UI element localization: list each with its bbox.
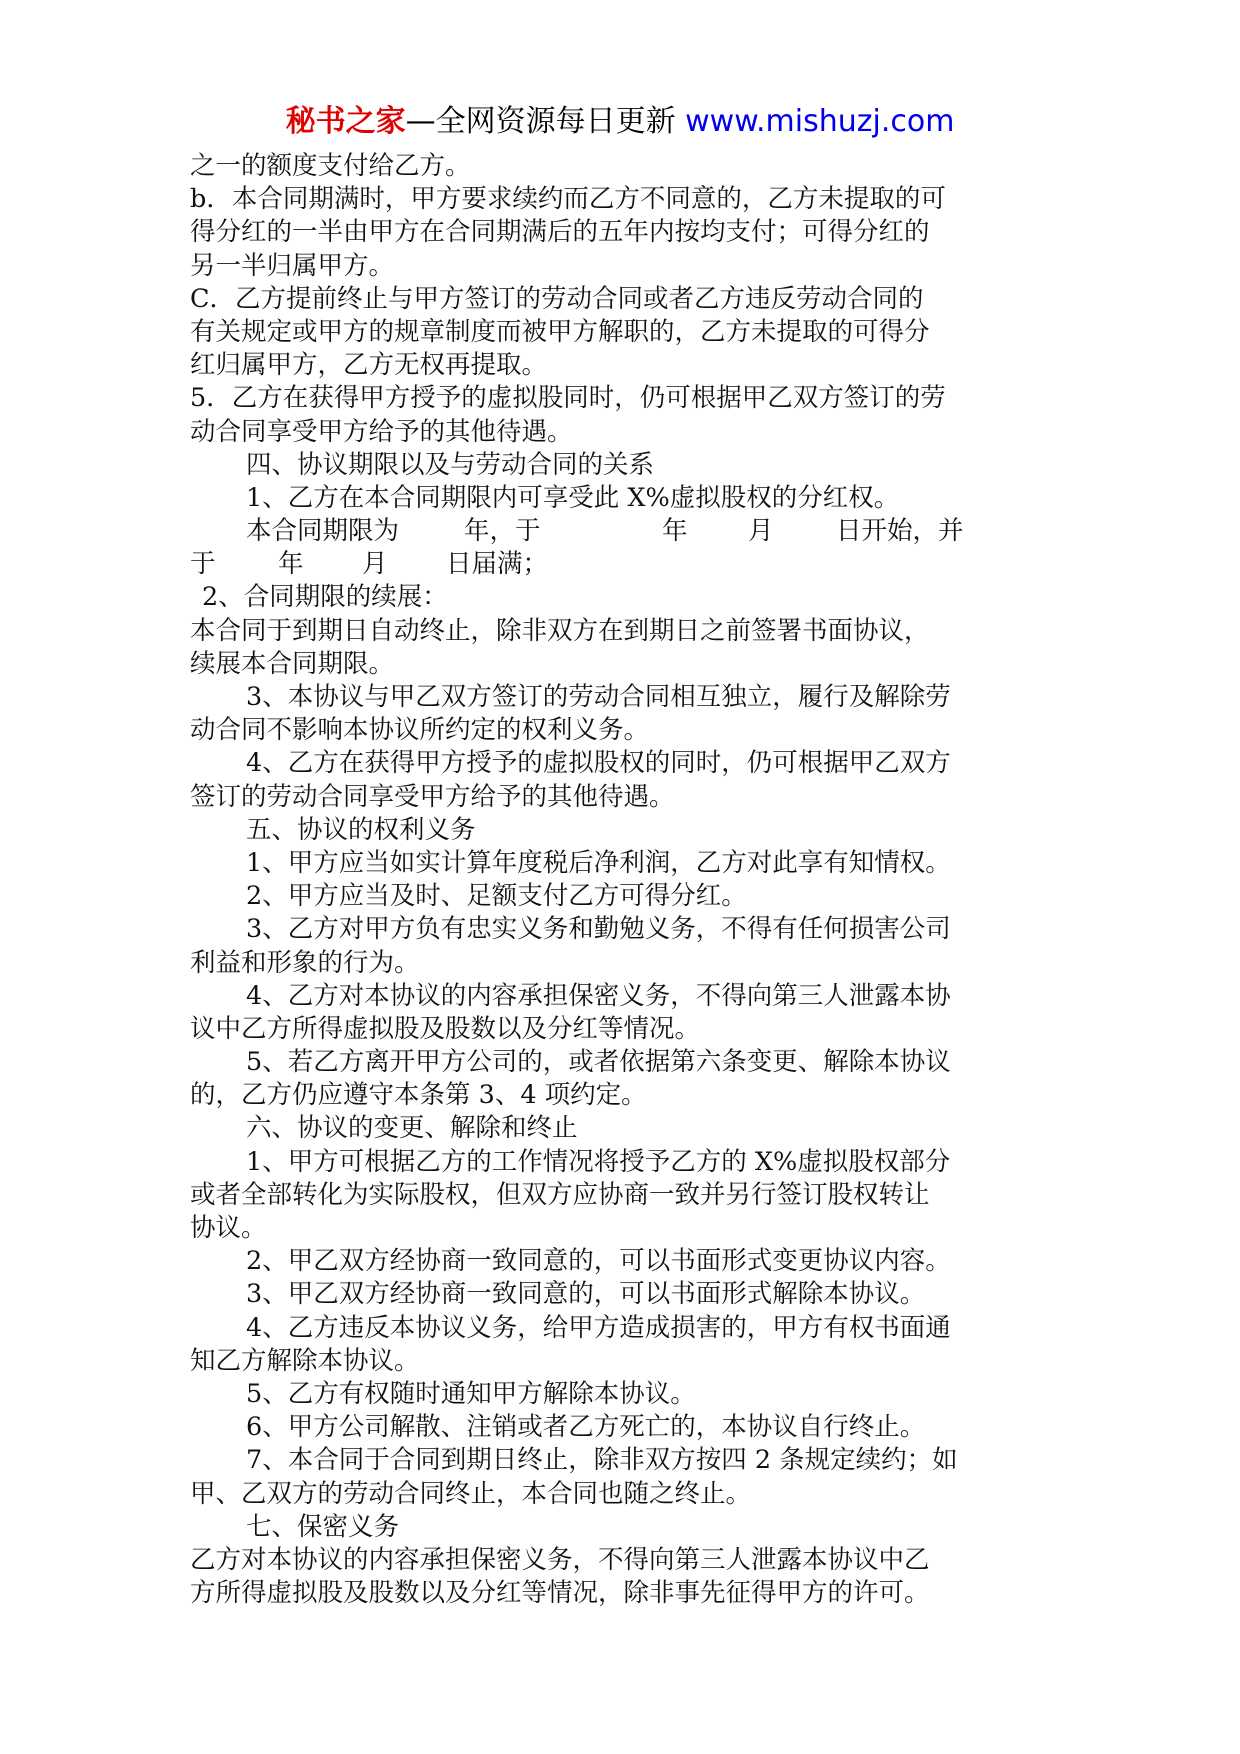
text-line: 方所得虚拟股及股数以及分红等情况，除非事先征得甲方的许可。 <box>190 1578 930 1609</box>
section-heading: 四、协议期限以及与劳动合同的关系 <box>246 449 655 480</box>
text-line: 乙方对本协议的内容承担保密义务，不得向第三人泄露本协议中乙 <box>190 1544 930 1575</box>
text-line: 得分红的一半由甲方在合同期满后的五年内按均支付；可得分红的 <box>190 217 930 248</box>
term-dates-segment: 月 <box>748 516 774 547</box>
text-line: 协议。 <box>190 1213 267 1243</box>
text-line: 1、乙方在本合同期限内可享受此 X%虚拟股权的分红权。 <box>246 482 900 513</box>
text-line: 利益和形象的行为。 <box>190 947 420 978</box>
term-end-segment: 于 <box>190 549 216 580</box>
text-line: 1、甲方应当如实计算年度税后净利润，乙方对此享有知情权。 <box>246 847 951 878</box>
text-line: 或者全部转化为实际股权，但双方应协商一致并另行签订股权转让 <box>190 1179 930 1210</box>
text-line: 3、甲乙双方经协商一致同意的，可以书面形式解除本协议。 <box>246 1279 926 1310</box>
section-heading: 五、协议的权利义务 <box>246 814 476 845</box>
section-heading: 七、保密义务 <box>246 1511 400 1542</box>
text-line: 5、乙方有权随时通知甲方解除本协议。 <box>246 1378 696 1409</box>
text-line: 5．乙方在获得甲方授予的虚拟股同时，仍可根据甲乙双方签订的劳 <box>190 383 946 414</box>
term-end-line <box>190 548 1052 581</box>
text-line: 4、乙方在获得甲方授予的虚拟股权的同时，仍可根据甲乙双方 <box>246 748 951 779</box>
text-line: b．本合同期满时，甲方要求续约而乙方不同意的，乙方未提取的可 <box>190 184 946 215</box>
term-dates-segment: 年，于 <box>464 516 541 547</box>
text-line: 3、本协议与甲乙双方签订的劳动合同相互独立，履行及解除劳 <box>246 682 951 712</box>
text-line: 红归属甲方，乙方无权再提取。 <box>190 350 548 381</box>
text-line: 4、乙方违反本协议义务，给甲方造成损害的，甲方有权书面通 <box>246 1312 951 1343</box>
text-line: 2、甲乙双方经协商一致同意的，可以书面形式变更协议内容。 <box>246 1246 951 1277</box>
text-line: 4、乙方对本协议的内容承担保密义务，不得向第三人泄露本协 <box>246 980 951 1011</box>
text-line: 7、本合同于合同到期日终止，除非双方按四 2 条规定续约；如 <box>246 1445 958 1476</box>
text-line: 动合同享受甲方给予的其他待遇。 <box>190 416 573 447</box>
text-line: 的，乙方仍应遵守本条第 3、4 项约定。 <box>190 1080 647 1111</box>
term-end-segment: 月 <box>362 549 388 580</box>
term-dates-segment: 本合同期限为 <box>246 516 400 547</box>
text-line: 签订的劳动合同享受甲方给予的其他待遇。 <box>190 781 675 812</box>
text-line: 2、合同期限的续展： <box>202 582 448 613</box>
site-url-link[interactable]: www.mishuzj.com <box>685 104 955 139</box>
text-line: 动合同不影响本协议所约定的权利义务。 <box>190 715 650 746</box>
text-line: 本合同于到期日自动终止，除非双方在到期日之前签署书面协议， <box>190 615 930 646</box>
text-line: 知乙方解除本协议。 <box>190 1345 420 1376</box>
term-end-segment: 年 <box>278 549 304 580</box>
text-line: 甲、乙双方的劳动合同终止，本合同也随之终止。 <box>190 1478 752 1509</box>
text-line: 另一半归属甲方。 <box>190 250 395 281</box>
term-dates-segment: 日开始，并 <box>836 516 964 547</box>
text-line: 议中乙方所得虚拟股及股数以及分红等情况。 <box>190 1013 701 1044</box>
text-line: 6、甲方公司解散、注销或者乙方死亡的，本协议自行终止。 <box>246 1412 926 1443</box>
text-line: C．乙方提前终止与甲方签订的劳动合同或者乙方违反劳动合同的 <box>190 283 924 314</box>
text-line: 续展本合同期限。 <box>190 648 395 679</box>
text-line: 1、甲方可根据乙方的工作情况将授予乙方的 X%虚拟股权部分 <box>246 1146 951 1177</box>
section-heading: 六、协议的变更、解除和终止 <box>246 1113 578 1144</box>
term-dates-segment: 年 <box>662 516 688 547</box>
term-end-segment: 日届满； <box>446 549 549 580</box>
text-line: 2、甲方应当及时、足额支付乙方可得分红。 <box>246 881 747 912</box>
site-tagline: —全网资源每日更新 <box>405 104 676 139</box>
text-line: 有关规定或甲方的规章制度而被甲方解职的，乙方未提取的可得分 <box>190 316 930 347</box>
text-line: 3、乙方对甲方负有忠实义务和勤勉义务，不得有任何损害公司 <box>246 914 951 945</box>
document-body <box>190 150 1052 1610</box>
term-dates-line <box>190 515 1052 548</box>
text-line: 5、若乙方离开甲方公司的，或者依据第六条变更、解除本协议 <box>246 1047 951 1078</box>
text-line: 之一的额度支付给乙方。 <box>190 151 471 181</box>
site-header <box>0 100 1240 144</box>
site-brand: 秘书之家 <box>285 104 406 139</box>
